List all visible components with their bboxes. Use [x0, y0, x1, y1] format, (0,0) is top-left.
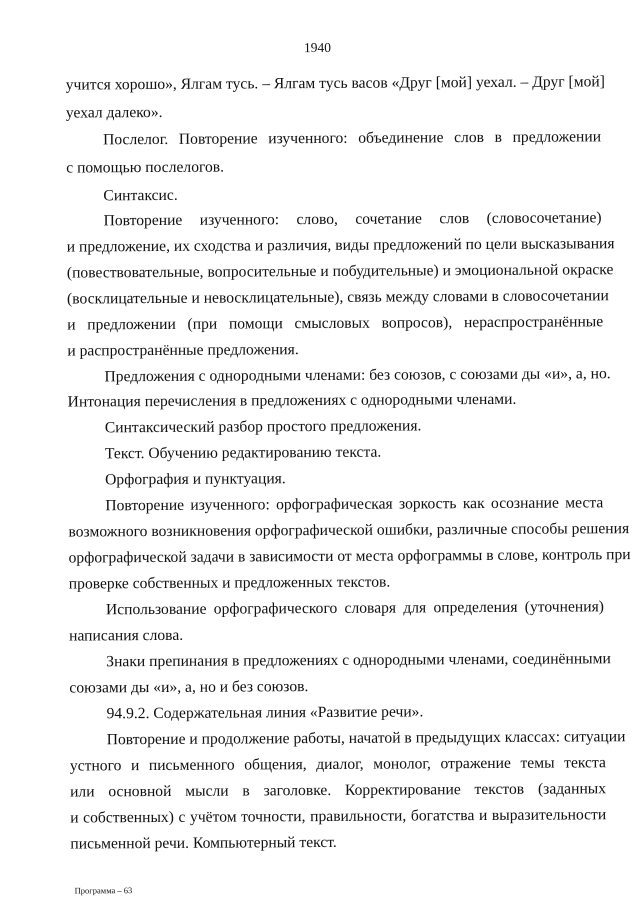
text-line: написания слова.	[69, 626, 184, 645]
text-line: Синтаксический разбор простого предложения.	[104, 417, 422, 437]
text-line: и предложении (при помощи смысловых вопросов), нераспространённые	[67, 313, 604, 334]
section-heading: Синтаксис.	[103, 186, 178, 205]
text-line: Интонация перечисления в предложениях с однородными членами.	[67, 390, 517, 411]
text-line: уехал далеко».	[65, 103, 163, 122]
text-line: Повторение изученного: орфографическая зоркость как осознание места	[105, 494, 604, 515]
text-line: проверке собственных и предложенных текстов.	[68, 573, 391, 593]
text-line: с помощью послелогов.	[66, 158, 225, 177]
section-heading: Орфография и пунктуация.	[105, 470, 286, 489]
text-line: устного и письменного общения, диалог, монолог, отражение темы текста	[69, 754, 606, 775]
text-line: орфографической задачи в зависимости от места орфограммы в слове, контроль при	[68, 546, 631, 567]
text-line: (повествовательные, вопросительные и побудительные) и эмоциональной окраске	[66, 261, 614, 282]
text-line: (восклицательные и невосклицательные), связь между словами в словосочетании	[66, 287, 609, 308]
text-line: союзами ды «и», а, но и без союзов.	[69, 678, 309, 697]
text-line: и распространённые предложения.	[67, 341, 299, 360]
text-line: Повторение изученного: слово, сочетание слов (словосочетание)	[103, 209, 602, 230]
text-line: или основной мысли в заголовке. Корректирование текстов (заданных	[69, 780, 607, 801]
text-line: учится хорошо», Ялгам тусь. – Ялгам тусь васов «Друг [мой] уехал. – Друг [мой]	[65, 73, 605, 94]
text-line: Знаки препинания в предложениях с однородными членами, соединёнными	[106, 650, 611, 671]
text-line: Повторение и продолжение работы, начатой в предыдущих классах: ситуации	[106, 728, 626, 749]
text-line: письменной речи. Компьютерный текст.	[70, 833, 337, 853]
text-line: Предложения с однородными членами: без союзов, с союзами ды «и», а, но.	[104, 365, 611, 386]
text-line: возможного возникновения орфографической ошибки, различные способы решения	[68, 520, 630, 541]
page-footer: Программа – 63	[74, 885, 133, 896]
text-line: Использование орфографического словаря для определения (уточнения)	[105, 598, 604, 619]
text-line: Послелог. Повторение изученного: объединение слов в предложении	[103, 128, 602, 149]
page-number: 1940	[303, 39, 332, 56]
text-line: Текст. Обучению редактированию текста.	[104, 443, 382, 463]
text-line: и собственных) с учётом точности, правильности, богатства и выразительности	[70, 806, 607, 827]
section-heading: 94.9.2. Содержательная линия «Развитие речи».	[106, 703, 424, 723]
text-line: и предложение, их сходства и различия, виды предложений по цели высказывания	[66, 235, 615, 256]
